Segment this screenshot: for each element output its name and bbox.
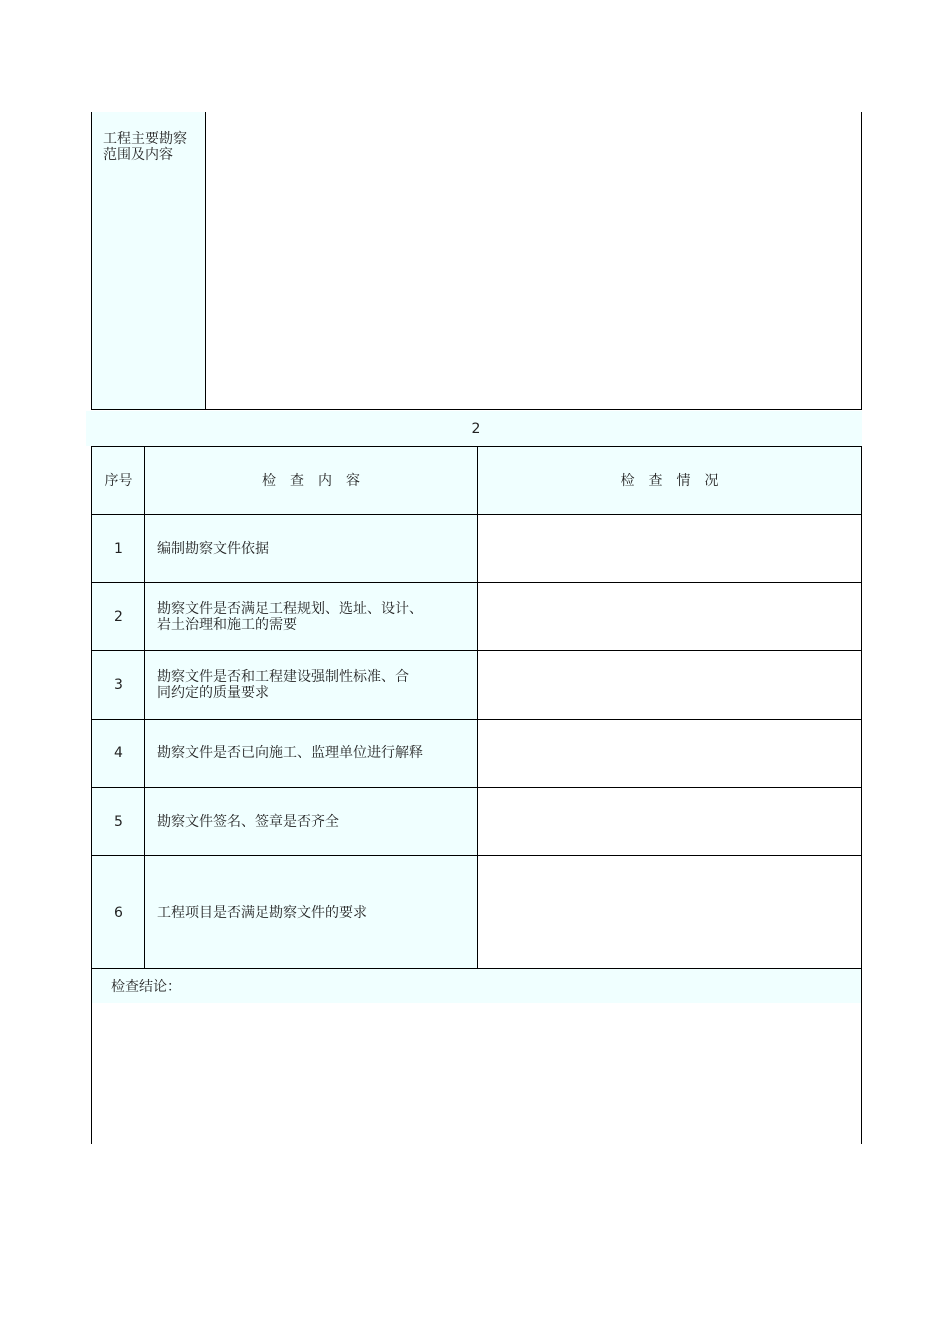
top-divider-border (205, 112, 206, 410)
row-3-content-line2: 同约定的质量要求 (157, 685, 269, 701)
conclusion-right-border (861, 969, 862, 1144)
page-number: 2 (471, 421, 481, 437)
scope-label-line1: 工程主要勘察 (103, 131, 187, 147)
top-right-border (861, 112, 862, 410)
row-3-seq: 3 (114, 677, 123, 693)
top-bottom-border (91, 409, 862, 410)
conclusion-left-border (91, 969, 92, 1144)
row-2-content-line2: 岩土治理和施工的需要 (157, 617, 297, 633)
table-border-v1 (144, 446, 145, 969)
scope-label-line2: 范围及内容 (103, 147, 173, 163)
row-6-seq: 6 (114, 905, 123, 921)
row-5-seq: 5 (114, 814, 123, 830)
row-1-seq: 1 (114, 541, 123, 557)
header-seq: 序号 (104, 473, 133, 489)
row-3-content-line1: 勘察文件是否和工程建设强制性标准、合 (157, 669, 409, 685)
table-border-v2 (477, 446, 478, 969)
top-left-border (91, 112, 92, 410)
content-column-fill (145, 447, 478, 968)
row-5-content: 勘察文件签名、签章是否齐全 (157, 814, 339, 830)
conclusion-label-band (92, 969, 861, 1003)
seq-column-fill (92, 447, 145, 968)
row-2-seq: 2 (114, 609, 123, 625)
row-6-content: 工程项目是否满足勘察文件的要求 (157, 905, 367, 921)
row-4-content: 勘察文件是否已向施工、监理单位进行解释 (157, 745, 423, 761)
header-content: 检 查 内 容 (262, 473, 360, 489)
row-4-seq: 4 (114, 745, 123, 761)
row-2-content-line1: 勘察文件是否满足工程规划、选址、设计、 (157, 601, 423, 617)
table-border-left (91, 446, 92, 969)
conclusion-label: 检查结论： (111, 979, 181, 995)
row-1-content: 编制勘察文件依据 (157, 541, 269, 557)
header-status: 检 查 情 况 (620, 473, 719, 489)
conclusion-input-area[interactable] (92, 1003, 861, 1144)
table-border-right (861, 446, 862, 969)
